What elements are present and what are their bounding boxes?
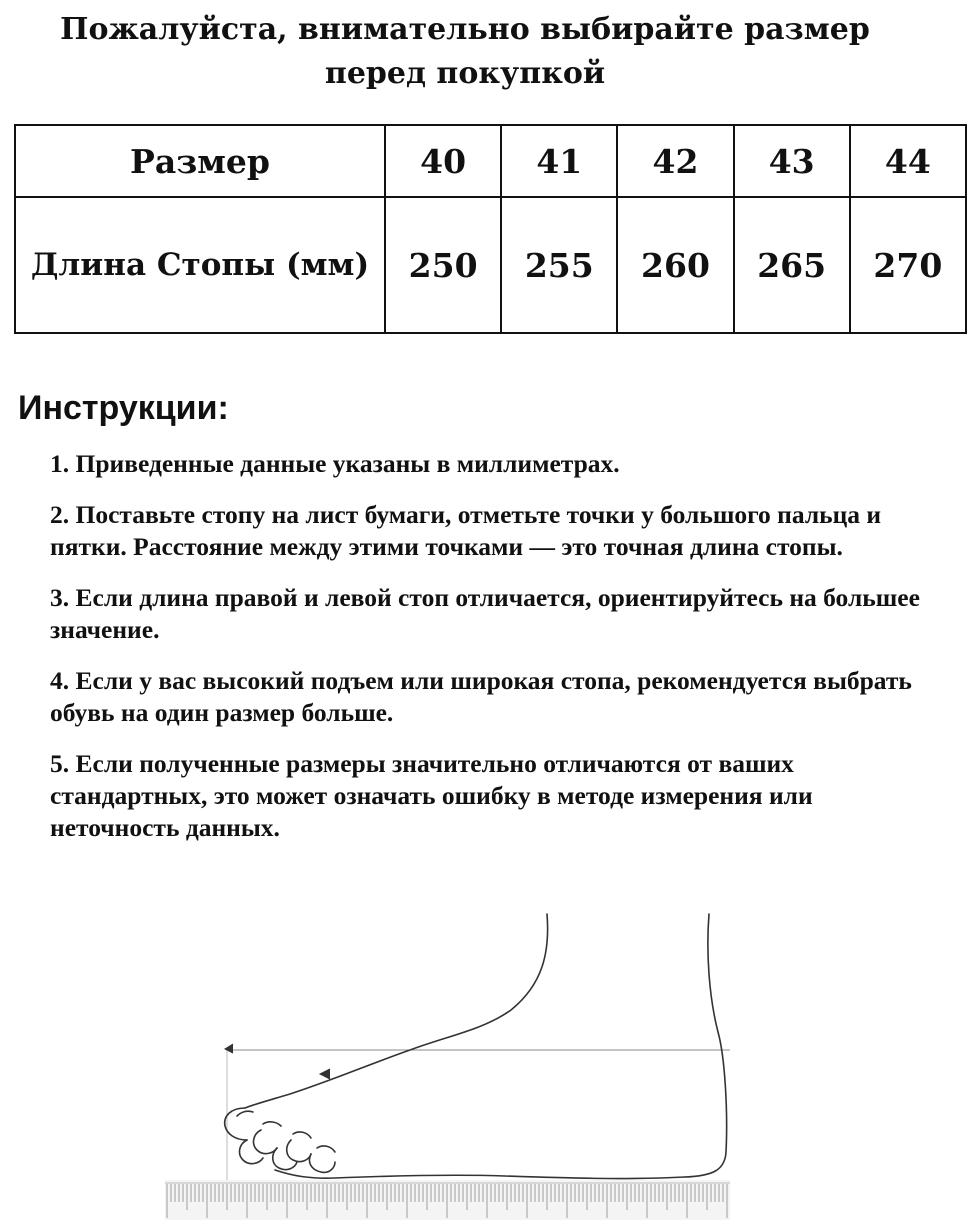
foot-measurement-illustration xyxy=(165,912,730,1220)
foot-length-cell: 270 xyxy=(850,197,966,333)
instruction-item: 5. Если полученные размеры значительно отличаются от ваших стандартных, это может означать ошибку в методе измерения или неточность данных. xyxy=(50,749,813,842)
foot-length-row-label: Длина Стопы (мм) xyxy=(15,197,385,333)
ruler-icon xyxy=(165,1180,730,1220)
foot-length-cell: 265 xyxy=(734,197,850,333)
foot-length-cell: 255 xyxy=(501,197,617,333)
size-chart-table xyxy=(14,124,967,334)
page-title-line-2: перед покупкой xyxy=(324,56,606,91)
foot-length-cell: 250 xyxy=(385,197,501,333)
size-row xyxy=(15,125,966,197)
instructions-list xyxy=(50,448,930,863)
size-cell: 40 xyxy=(385,125,501,197)
instruction-item: 4. Если у вас высокий подъем или широкая стопа, рекомендуется выбрать обувь на один размер больше. xyxy=(50,666,912,727)
foot-outline-icon xyxy=(225,914,727,1179)
page-title-line-1: Пожалуйста, внимательно выбирайте размер xyxy=(60,12,870,47)
size-cell: 43 xyxy=(734,125,850,197)
instruction-item: 3. Если длина правой и левой стоп отличается, ориентируйтесь на большее значение. xyxy=(50,583,920,644)
size-cell: 44 xyxy=(850,125,966,197)
size-cell: 42 xyxy=(617,125,733,197)
foot-length-row xyxy=(15,197,966,333)
page-title xyxy=(0,8,930,96)
size-cell: 41 xyxy=(501,125,617,197)
instructions-heading: Инструкции: xyxy=(18,389,229,427)
measurement-arrow-icon xyxy=(225,1044,730,1180)
size-row-label: Размер xyxy=(15,125,385,197)
instruction-item: 2. Поставьте стопу на лист бумаги, отметьте точки у большого пальца и пятки. Расстояние между этими точками — это точная длина стопы. xyxy=(50,500,882,561)
foot-length-cell: 260 xyxy=(617,197,733,333)
instruction-item: 1. Приведенные данные указаны в миллиметрах. xyxy=(50,449,620,478)
